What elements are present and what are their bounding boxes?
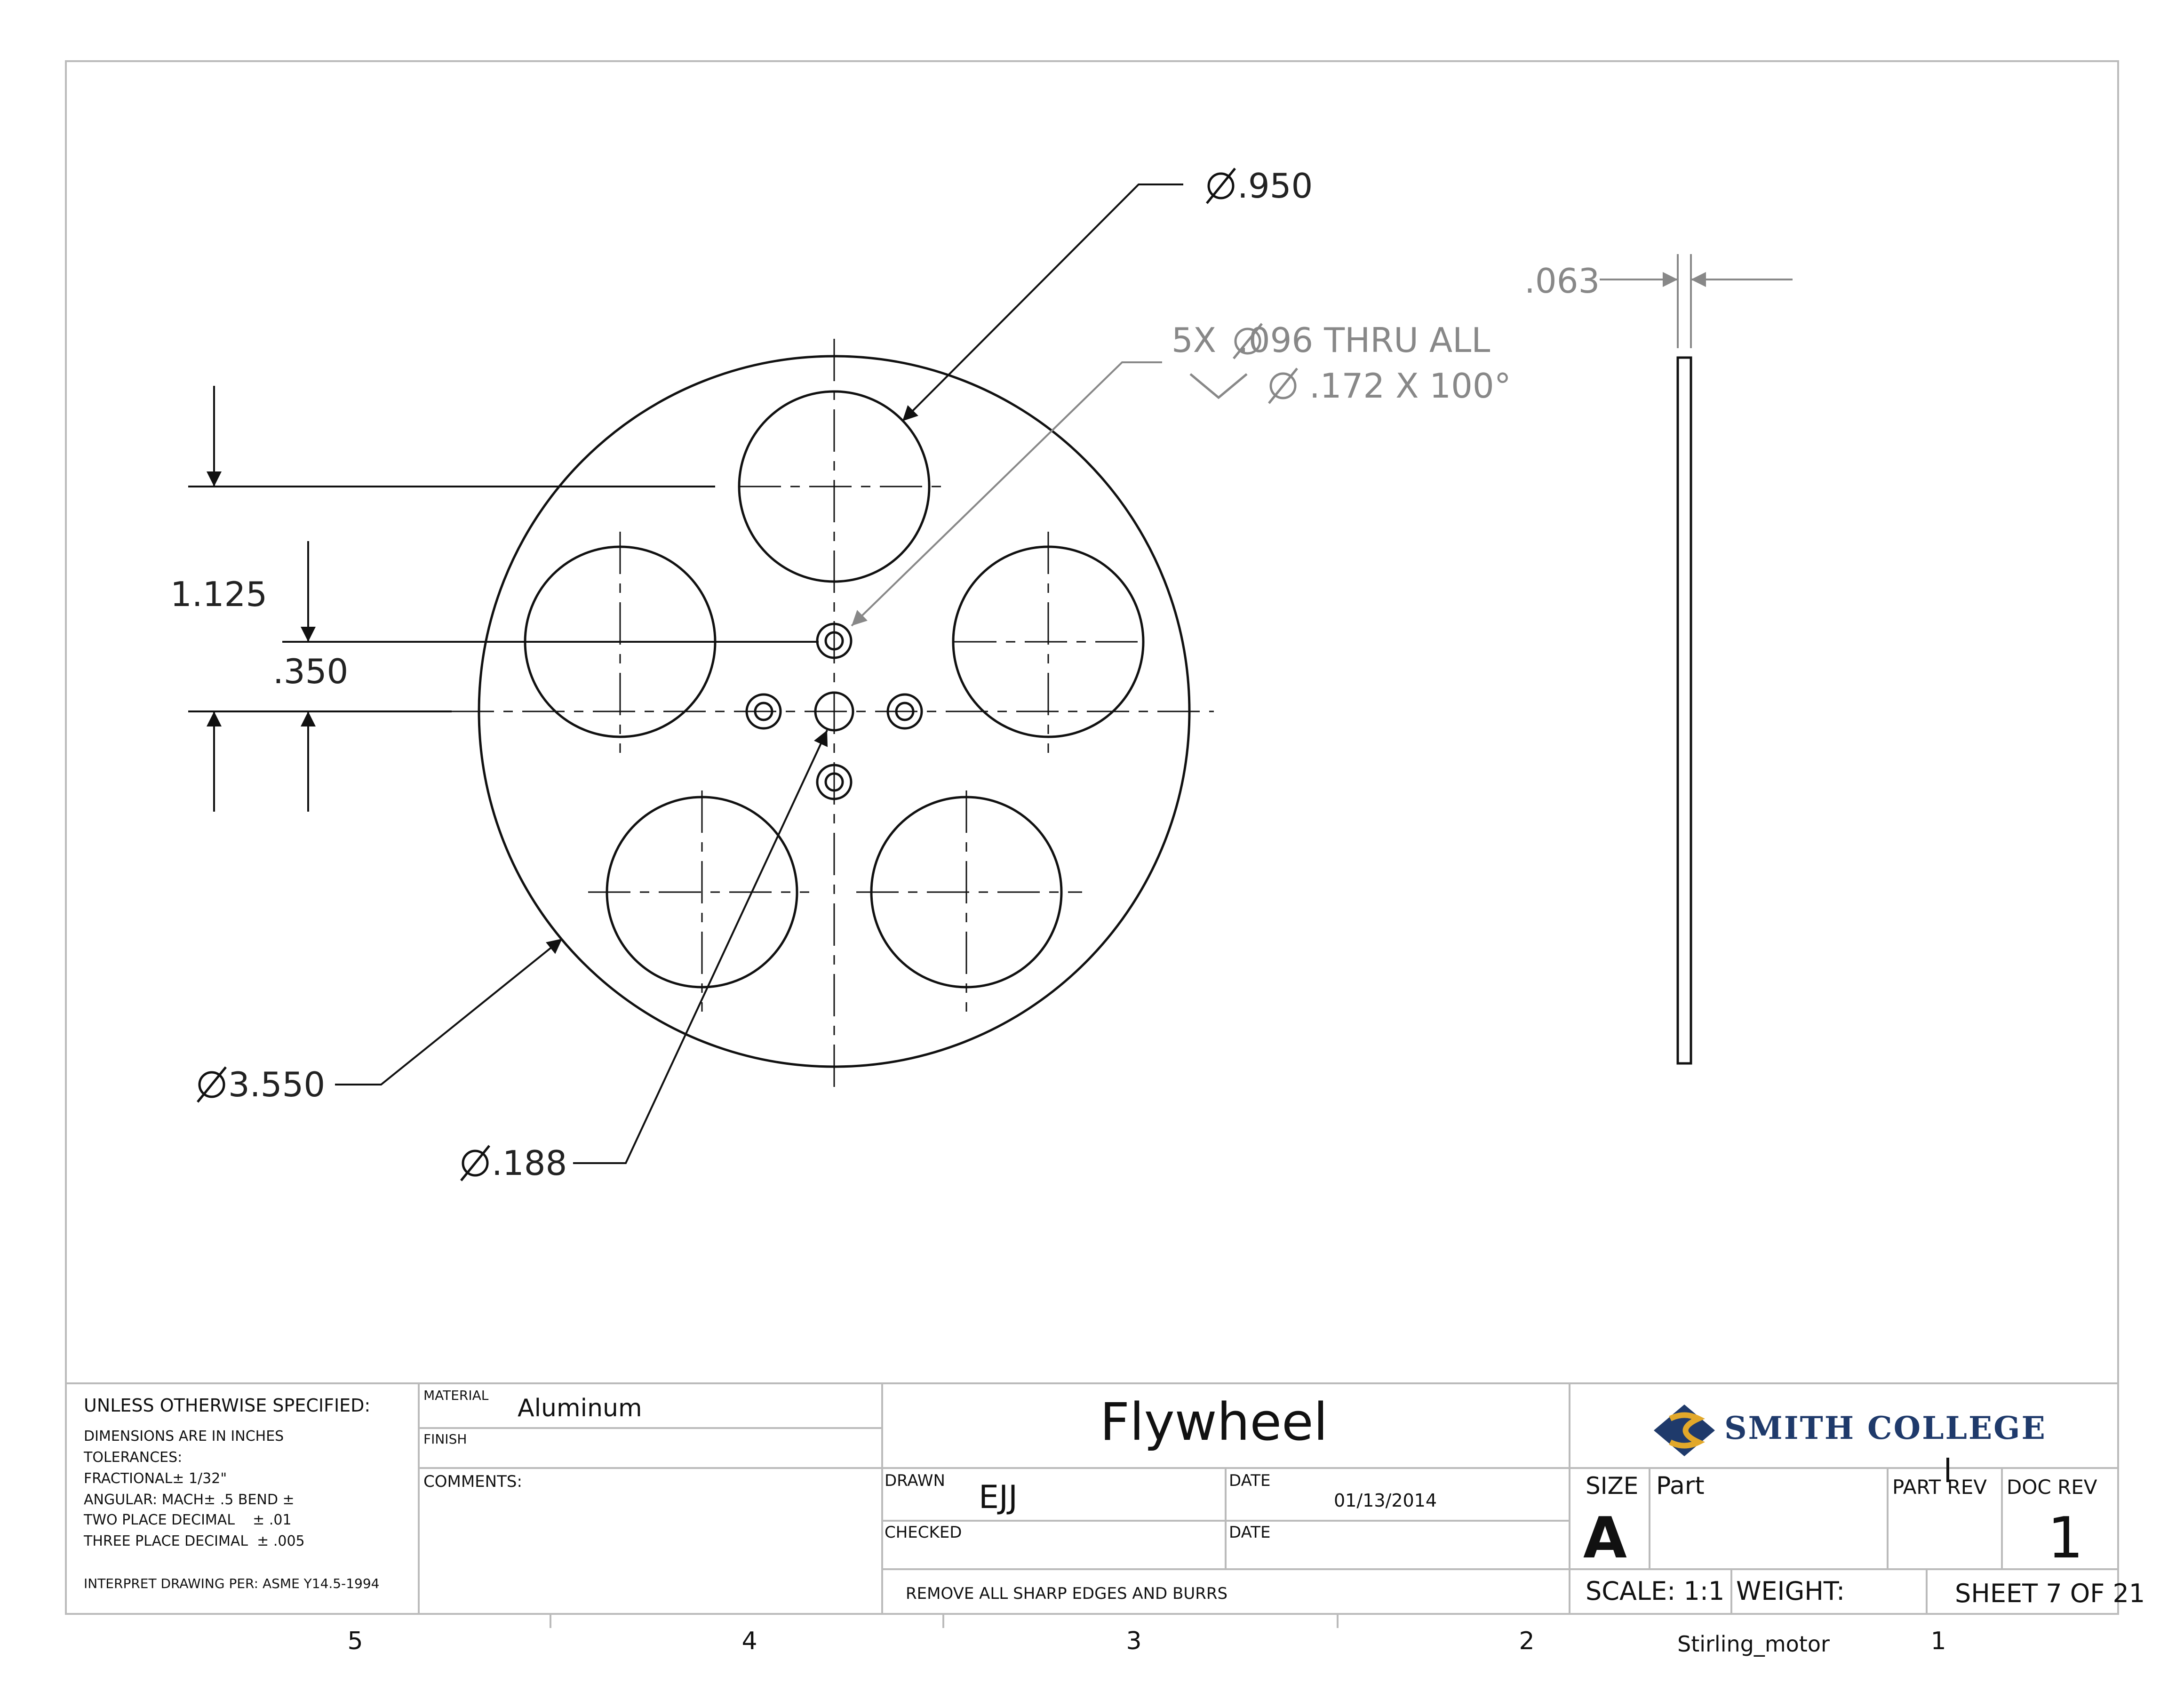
side-view-profile	[1678, 358, 1691, 1063]
part-rev-label: PART REV	[1892, 1476, 1987, 1499]
college-shield-icon	[1654, 1405, 1715, 1456]
finish-label: FINISH	[423, 1431, 467, 1447]
dim-dia-3550-text: 3.550	[228, 1065, 326, 1104]
diameter-symbol-950	[1207, 168, 1235, 203]
hole-callout-line1: 5X .096 THRU ALL	[1172, 320, 1491, 360]
tolerance-line-3: TOLERANCES:	[84, 1449, 183, 1466]
diameter-symbol-188	[461, 1146, 489, 1181]
zone-5: 5	[347, 1627, 363, 1655]
zone-3: 3	[1126, 1627, 1142, 1655]
hole-callout-line2: .172 X 100°	[1299, 366, 1511, 406]
part-label: Part	[1656, 1472, 1705, 1500]
file-name: Stirling_motor	[1677, 1631, 1830, 1657]
thickness-dimension	[1600, 254, 1793, 348]
dim-1125-text: 1.125	[170, 575, 268, 614]
material-label: MATERIAL	[423, 1388, 489, 1403]
date-value: 01/13/2014	[1334, 1490, 1437, 1511]
scale-text: SCALE: 1:1	[1586, 1576, 1725, 1606]
tolerance-line-4: FRACTIONAL± 1/32"	[84, 1470, 227, 1487]
tolerance-line-7: THREE PLACE DECIMAL ± .005	[84, 1533, 305, 1549]
dim-thickness-text: .063	[1524, 261, 1600, 301]
doc-rev-value: 1	[2047, 1506, 2084, 1571]
size-label: SIZE	[1586, 1472, 1639, 1500]
college-logo-text: SMITH COLLEGE	[1724, 1410, 2047, 1446]
size-value: A	[1583, 1506, 1627, 1571]
dim-dia-188-text: .188	[492, 1143, 567, 1183]
comments-label: COMMENTS:	[423, 1472, 522, 1491]
weight-text: WEIGHT:	[1736, 1576, 1845, 1606]
center-lines	[452, 339, 1214, 1087]
date-label: DATE	[1229, 1471, 1271, 1490]
tolerance-line-6: TWO PLACE DECIMAL ± .01	[84, 1512, 292, 1528]
tolerance-line-8: INTERPRET DRAWING PER: ASME Y14.5-1994	[84, 1576, 380, 1591]
dim-dia-950-text: .950	[1237, 166, 1313, 206]
tolerance-line-2: DIMENSIONS ARE IN INCHES	[84, 1428, 284, 1445]
drawn-by-value: EJJ	[979, 1479, 1018, 1516]
deburr-note: REMOVE ALL SHARP EDGES AND BURRS	[906, 1584, 1228, 1603]
date2-label: DATE	[1229, 1523, 1271, 1542]
tolerance-line-5: ANGULAR: MACH± .5 BEND ±	[84, 1492, 295, 1508]
diameter-symbols	[198, 168, 1297, 1181]
checked-label: CHECKED	[885, 1523, 962, 1542]
zone-ticks	[550, 1614, 1338, 1628]
zone-4: 4	[741, 1627, 757, 1655]
diameter-symbol-3550	[198, 1067, 226, 1102]
drawn-label: DRAWN	[885, 1471, 945, 1490]
diameter-symbol-172	[1269, 368, 1297, 403]
drawing-title: Flywheel	[1100, 1392, 1328, 1452]
material-value: Aluminum	[518, 1394, 642, 1422]
dim-350-text: .350	[273, 652, 349, 691]
sheet-border	[66, 61, 2118, 1614]
doc-rev-label: DOC REV	[2007, 1476, 2097, 1499]
tolerance-line-1: UNLESS OTHERWISE SPECIFIED:	[84, 1395, 371, 1416]
zone-1: 1	[1930, 1627, 1946, 1655]
countersink-icon	[1190, 374, 1247, 398]
sheet-number: SHEET 7 OF 21	[1955, 1579, 2145, 1608]
zone-2: 2	[1519, 1627, 1535, 1655]
